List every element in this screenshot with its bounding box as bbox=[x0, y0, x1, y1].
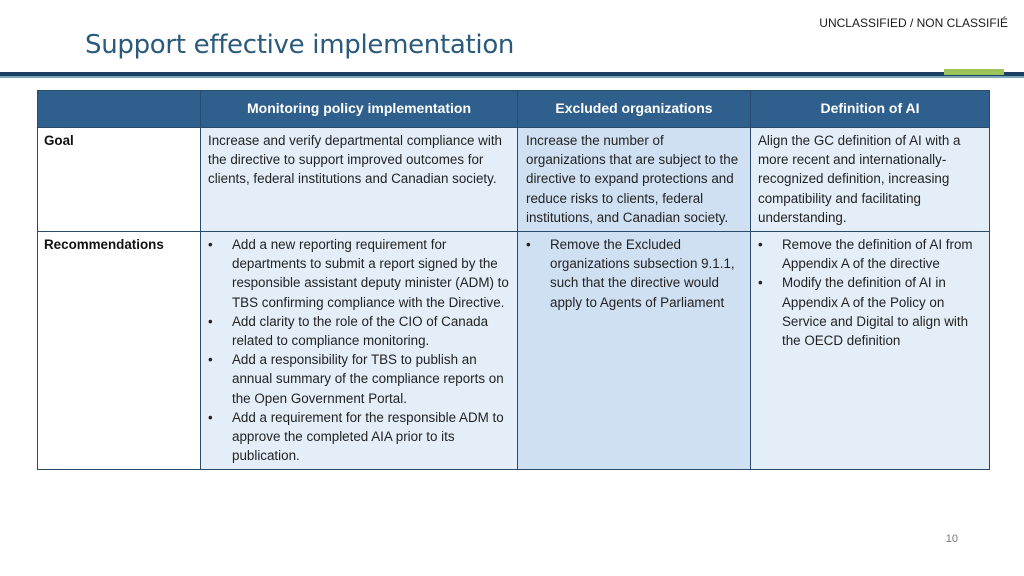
column-header-monitoring: Monitoring policy implementation bbox=[201, 91, 518, 128]
recommendations-definition-cell bbox=[751, 232, 990, 470]
header-rule-secondary bbox=[0, 76, 1024, 78]
list-item: • Add a new reporting requirement for departments to submit a report signed by the responsible assistant deputy minister (ADM) to TBS confirming compliance with the Directive. bbox=[208, 235, 509, 312]
goal-definition-cell bbox=[751, 128, 990, 232]
page-title: Support effective implementation bbox=[85, 30, 515, 60]
recommendations-excluded-list bbox=[526, 235, 742, 312]
recommendations-monitoring-cell bbox=[201, 232, 518, 470]
recommendations-monitoring-list bbox=[208, 235, 509, 465]
row-label-goal: Goal bbox=[38, 128, 201, 232]
recommendations-definition-list bbox=[758, 235, 981, 350]
column-header-excluded: Excluded organizations bbox=[518, 91, 751, 128]
header-corner-cell bbox=[38, 91, 201, 128]
list-item: • Remove the definition of AI from Appendix A of the directive bbox=[758, 235, 981, 273]
list-item: • Remove the Excluded organizations subsection 9.1.1, such that the directive would apply to Agents of Parliament bbox=[526, 235, 742, 312]
goal-monitoring-cell bbox=[201, 128, 518, 232]
row-label-recommendations: Recommendations bbox=[38, 232, 201, 470]
table-row-recommendations bbox=[38, 232, 990, 470]
goal-definition-text: Align the GC definition of AI with a more recent and internationally-recognized definition, increasing compatibility and facilitating understanding. bbox=[758, 133, 961, 225]
goal-monitoring-text: Increase and verify departmental compliance with the directive to support improved outcomes for clients, federal institutions and Canadian society. bbox=[208, 133, 502, 187]
page-number: 10 bbox=[945, 533, 958, 545]
table-row-goal bbox=[38, 128, 990, 232]
table-header-row bbox=[38, 91, 990, 128]
list-item: • Modify the definition of AI in Appendix A of the Policy on Service and Digital to align with the OECD definition bbox=[758, 273, 981, 350]
comparison-table bbox=[37, 90, 990, 470]
goal-excluded-cell bbox=[518, 128, 751, 232]
column-header-definition: Definition of AI bbox=[751, 91, 990, 128]
header-accent bbox=[944, 69, 1004, 75]
recommendations-excluded-cell bbox=[518, 232, 751, 470]
goal-excluded-text: Increase the number of organizations that are subject to the directive to expand protections and reduce risks to clients, federal institutions, and Canadian society. bbox=[526, 133, 739, 225]
list-item: • Add a responsibility for TBS to publish an annual summary of the compliance reports on the Open Government Portal. bbox=[208, 350, 509, 408]
list-item: • Add a requirement for the responsible ADM to approve the completed AIA prior to its publication. bbox=[208, 408, 509, 466]
classification-label: UNCLASSIFIED / NON CLASSIFIÉ bbox=[819, 16, 1008, 30]
list-item: • Add clarity to the role of the CIO of Canada related to compliance monitoring. bbox=[208, 312, 509, 350]
